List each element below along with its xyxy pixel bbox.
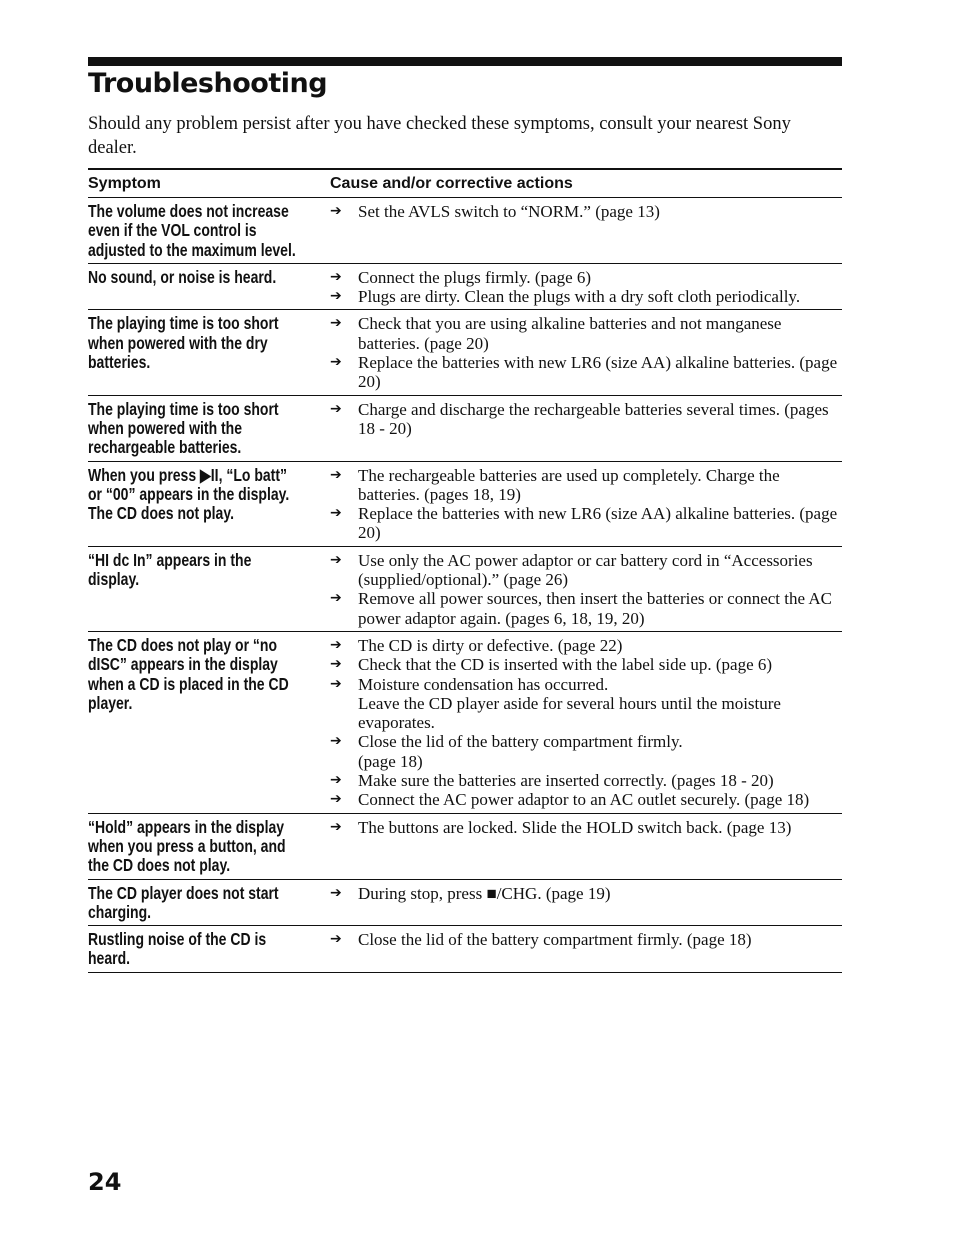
cause-text: The rechargeable batteries are used up completely. Charge the batteries. (pages 18, 19) <box>358 465 780 504</box>
symptom-header: Symptom <box>88 174 161 192</box>
table-row <box>88 264 842 311</box>
cause-cell <box>330 466 842 543</box>
cause-text: Replace the batteries with new LR6 (size AA) alkaline batteries. (page 20) <box>358 504 838 543</box>
symptom-text: The CD does not play or “no dISC” appears in the display when a CD is placed in the CD player. <box>88 634 289 713</box>
cause-cell <box>330 400 842 458</box>
cause-header: Cause and/or corrective actions <box>330 174 573 192</box>
cause-item <box>330 655 842 674</box>
table-row <box>88 926 842 973</box>
cause-item <box>330 589 842 628</box>
cause-item <box>330 771 842 790</box>
table-row <box>88 632 842 814</box>
intro-text: Should any problem persist after you have checked these symptoms, consult your nearest Sony dealer. <box>88 114 791 158</box>
right-arrow-icon: ➔ <box>330 791 342 808</box>
right-arrow-icon: ➔ <box>330 590 342 607</box>
cause-item <box>330 818 842 837</box>
cause-text: Connect the plugs firmly. (page 6) <box>358 267 592 287</box>
right-arrow-icon: ➔ <box>330 636 342 653</box>
cause-cell <box>330 314 842 391</box>
page-title: Troubleshooting <box>88 68 328 99</box>
cause-item <box>330 400 842 439</box>
symptom-text: Rustling noise of the CD is heard. <box>88 929 267 969</box>
cause-text: Check that you are using alkaline batteries and not manganese batteries. (page 20) <box>358 314 782 353</box>
right-arrow-icon: ➔ <box>330 818 342 835</box>
cause-item <box>330 732 842 771</box>
right-arrow-icon: ➔ <box>330 400 342 417</box>
cause-cell <box>330 268 842 307</box>
table-row <box>88 547 842 632</box>
right-arrow-icon: ➔ <box>330 772 342 789</box>
cause-item <box>330 287 842 306</box>
symptom-cell <box>88 636 330 810</box>
cause-text: The buttons are locked. Slide the HOLD switch back. (page 13) <box>358 817 792 837</box>
cause-item <box>330 268 842 287</box>
page-number: 24 <box>88 1168 122 1196</box>
cause-cell <box>330 636 842 810</box>
cause-text: The CD is dirty or defective. (page 22) <box>358 635 623 655</box>
cause-text: Make sure the batteries are inserted correctly. (pages 18 - 20) <box>358 771 774 791</box>
cause-cell <box>330 818 842 876</box>
cause-text: Check that the CD is inserted with the label side up. (page 6) <box>358 655 773 675</box>
cause-item <box>330 636 842 655</box>
symptom-cell <box>88 884 330 923</box>
table-row <box>88 880 842 927</box>
right-arrow-icon: ➔ <box>330 203 342 219</box>
cause-text: Connect the AC power adaptor to an AC outlet securely. (page 18) <box>358 790 810 810</box>
cause-item <box>330 353 842 392</box>
table-row <box>88 462 842 547</box>
cause-text: During stop, press ■/CHG. (page 19) <box>358 883 611 903</box>
table-row <box>88 396 842 462</box>
cause-text: Charge and discharge the rechargeable batteries several times. (pages 18 - 20) <box>358 399 829 438</box>
troubleshooting-table <box>88 168 842 973</box>
symptom-cell <box>88 930 330 969</box>
table-row <box>88 310 842 395</box>
cause-cell <box>330 930 842 969</box>
symptom-cell <box>88 466 330 543</box>
cause-text: Set the AVLS switch to “NORM.” (page 13) <box>358 202 660 221</box>
table-body <box>88 198 842 973</box>
cause-cell <box>330 202 842 260</box>
symptom-cell <box>88 268 330 307</box>
cause-item <box>330 884 842 903</box>
cause-text: Use only the AC power adaptor or car battery cord in “Accessories (supplied/optional).” (page 26) <box>358 550 813 590</box>
right-arrow-icon: ➔ <box>330 733 342 750</box>
right-arrow-icon: ➔ <box>330 505 342 522</box>
symptom-text: The playing time is too short when powered with the rechargeable batteries. <box>88 398 279 458</box>
right-arrow-icon: ➔ <box>330 656 342 673</box>
table-row <box>88 814 842 880</box>
symptom-text: The volume does not increase even if the VOL control is adjusted to the maximum level. <box>88 201 296 260</box>
symptom-cell <box>88 818 330 876</box>
right-arrow-icon: ➔ <box>330 354 342 371</box>
symptom-text: The CD player does not start charging. <box>88 882 279 922</box>
symptom-text: No sound, or noise is heard. <box>88 266 277 287</box>
right-arrow-icon: ➔ <box>330 675 342 692</box>
symptom-cell <box>88 314 330 391</box>
cause-text: Remove all power sources, then insert the batteries or connect the AC power adaptor again. (pages 6, 18, 19, 20) <box>358 589 832 628</box>
table-header <box>88 168 842 198</box>
symptom-cell <box>88 551 330 628</box>
cause-text: Plugs are dirty. Clean the plugs with a dry soft cloth periodically. <box>358 287 801 307</box>
cause-text: Close the lid of the battery compartment firmly. (page 18) <box>358 930 752 950</box>
cause-text: Close the lid of the battery compartment firmly. (page 18) <box>358 732 683 771</box>
right-arrow-icon: ➔ <box>330 268 342 285</box>
cause-item <box>330 504 842 543</box>
right-arrow-icon: ➔ <box>330 288 342 305</box>
cause-text: Replace the batteries with new LR6 (size AA) alkaline batteries. (page 20) <box>358 353 838 392</box>
symptom-cell <box>88 400 330 458</box>
right-arrow-icon: ➔ <box>330 466 342 483</box>
cause-item <box>330 551 842 590</box>
right-arrow-icon: ➔ <box>330 551 342 568</box>
cause-cell <box>330 551 842 628</box>
cause-item <box>330 466 842 505</box>
cause-text: Moisture condensation has occurred. Leave the CD player aside for several hours until the moisture evaporates. <box>358 674 781 733</box>
cause-item <box>330 675 842 733</box>
cause-item <box>330 790 842 809</box>
symptom-text: “Hold” appears in the display when you press a button, and the CD does not play. <box>88 816 286 876</box>
cause-item <box>330 314 842 353</box>
symptom-text: The playing time is too short when powered with the dry batteries. <box>88 313 279 373</box>
symptom-text: When you press ▶II, “Lo batt” or “00” appears in the display. The CD does not play. <box>88 464 290 524</box>
right-arrow-icon: ➔ <box>330 884 342 901</box>
cause-item <box>330 202 842 221</box>
symptom-cell <box>88 202 330 260</box>
cause-item <box>330 930 842 949</box>
symptom-text: “HI dc In” appears in the display. <box>88 549 252 590</box>
right-arrow-icon: ➔ <box>330 931 342 948</box>
table-row <box>88 198 842 264</box>
title-rule <box>88 57 842 66</box>
cause-cell <box>330 884 842 923</box>
right-arrow-icon: ➔ <box>330 315 342 332</box>
